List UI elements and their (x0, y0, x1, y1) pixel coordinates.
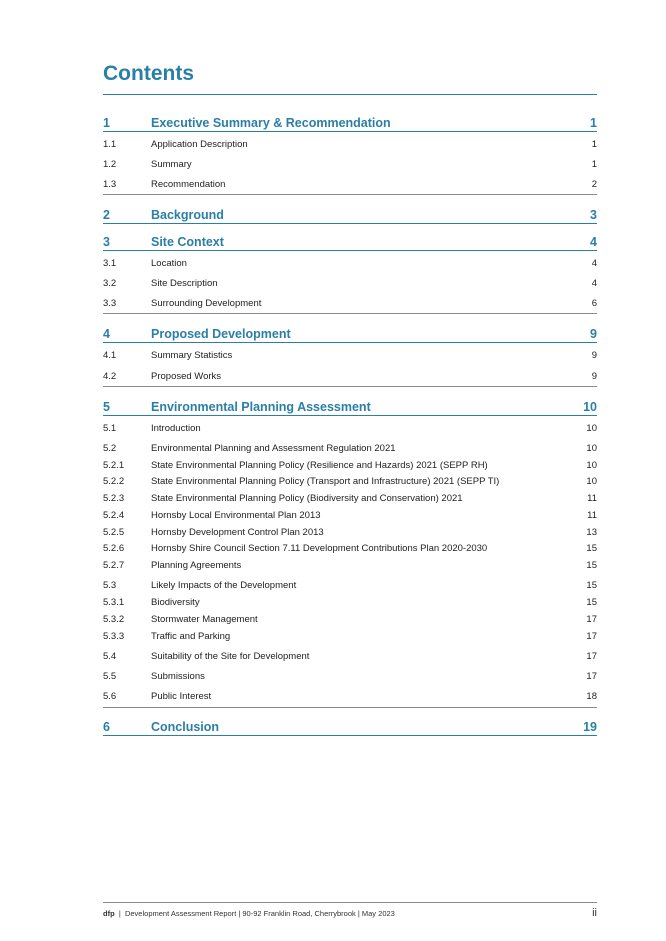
toc-page: 11 (587, 493, 597, 504)
toc-page: 1 (591, 139, 597, 150)
toc-subsection-row[interactable] (103, 371, 597, 382)
toc-subsection-row[interactable] (103, 671, 597, 682)
toc-num: 5.2.2 (103, 476, 125, 487)
toc-subsection-row[interactable] (103, 510, 597, 521)
toc-page: 10 (586, 443, 597, 454)
toc-num: 1.1 (103, 139, 117, 150)
toc-num: 5.2.6 (103, 543, 125, 554)
toc-label: Hornsby Local Environmental Plan 2013 (151, 510, 321, 521)
toc-subsection-row[interactable] (103, 298, 597, 309)
toc-label: Proposed Works (151, 371, 222, 382)
toc-label: Suitability of the Site for Development (151, 651, 310, 662)
toc-num: 5.4 (103, 651, 117, 662)
section-divider (103, 415, 597, 416)
toc-subsection-row[interactable] (103, 423, 597, 434)
toc-page: 15 (586, 560, 597, 571)
toc-num: 5.5 (103, 671, 117, 682)
toc-num: 6 (103, 720, 110, 734)
toc-label: Summary (151, 159, 192, 170)
toc-num: 3.2 (103, 278, 117, 289)
toc-num: 5.2.3 (103, 493, 125, 504)
group-divider (103, 707, 597, 708)
toc-label: Likely Impacts of the Development (151, 580, 297, 591)
toc-label: Stormwater Management (151, 614, 258, 625)
toc-subsection-row[interactable] (103, 350, 597, 361)
toc-num: 3.3 (103, 298, 117, 309)
toc-subsection-row[interactable] (103, 543, 597, 554)
toc-label: Site Description (151, 278, 218, 289)
title-divider (103, 94, 597, 95)
toc-page: 4 (591, 258, 597, 269)
toc-page: 6 (591, 298, 597, 309)
toc-subsection-row[interactable] (103, 159, 597, 170)
toc-subsection-row[interactable] (103, 493, 597, 504)
toc-page: 10 (586, 476, 597, 487)
toc-label: Application Description (151, 139, 248, 150)
toc-subsection-row[interactable] (103, 614, 597, 625)
toc-subsection-row[interactable] (103, 179, 597, 190)
toc-label: Recommendation (151, 179, 226, 190)
toc-subsection-row[interactable] (103, 527, 597, 538)
toc-num: 5.3.3 (103, 631, 125, 642)
toc-label: State Environmental Planning Policy (Biodiversity and Conservation) 2021 (151, 493, 463, 504)
toc-label: Hornsby Shire Council Section 7.11 Development Contributions Plan 2020-2030 (151, 543, 488, 554)
toc-page: 10 (586, 423, 597, 434)
toc-subsection-row[interactable] (103, 443, 597, 454)
toc-subsection-row[interactable] (103, 258, 597, 269)
toc-num: 5.3.2 (103, 614, 125, 625)
toc-num: 4.1 (103, 350, 117, 361)
toc-num: 2 (103, 208, 110, 222)
toc-section-row[interactable] (103, 116, 597, 130)
toc-page: 15 (586, 580, 597, 591)
section-divider (103, 250, 597, 251)
toc-num: 5.2.4 (103, 510, 125, 521)
toc-subsection-row[interactable] (103, 580, 597, 591)
toc-label: Planning Agreements (151, 560, 242, 571)
toc-subsection-row[interactable] (103, 651, 597, 662)
toc-num: 3 (103, 235, 110, 249)
toc-num: 4.2 (103, 371, 117, 382)
toc-page: 2 (591, 179, 597, 190)
toc-page: 15 (586, 543, 597, 554)
toc-page: 10 (586, 460, 597, 471)
toc-subsection-row[interactable] (103, 278, 597, 289)
group-divider (103, 313, 597, 314)
toc-num: 1 (103, 116, 110, 130)
toc-label: Conclusion (151, 720, 220, 734)
section-divider (103, 131, 597, 132)
toc-num: 5.6 (103, 691, 117, 702)
toc-page: 11 (587, 510, 597, 521)
group-divider (103, 194, 597, 195)
toc-num: 3.1 (103, 258, 117, 269)
footer-info: dfp | Development Assessment Report | 90-92 Franklin Road, Cherrybrook | May 2023 (103, 909, 395, 918)
footer-text: Development Assessment Report | 90-92 Franklin Road, Cherrybrook | May 2023 (124, 909, 395, 918)
toc-page: 10 (583, 400, 597, 414)
toc-label: State Environmental Planning Policy (Transport and Infrastructure) 2021 (SEPP TI) (151, 476, 500, 487)
footer-brand: dfp (103, 909, 115, 918)
toc-page: 19 (583, 720, 597, 734)
toc-subsection-row[interactable] (103, 597, 597, 608)
toc-subsection-row[interactable] (103, 631, 597, 642)
toc-page: 18 (586, 691, 597, 702)
toc-label: Traffic and Parking (151, 631, 231, 642)
toc-section-row[interactable] (103, 235, 597, 249)
toc-subsection-row[interactable] (103, 460, 597, 471)
toc-label: Summary Statistics (151, 350, 233, 361)
toc-page: 15 (586, 597, 597, 608)
toc-page: 17 (586, 671, 597, 682)
toc-num: 5.2 (103, 443, 117, 454)
section-divider (103, 342, 597, 343)
toc-subsection-row[interactable] (103, 139, 597, 150)
toc-page: 4 (591, 278, 597, 289)
toc-label: Executive Summary & Recommendation (151, 116, 391, 130)
toc-label: Submissions (151, 671, 205, 682)
toc-page: 13 (586, 527, 597, 538)
toc-num: 1.3 (103, 179, 117, 190)
toc-label: Hornsby Development Control Plan 2013 (151, 527, 324, 538)
toc-page: 9 (591, 371, 597, 382)
toc-num: 5.3.1 (103, 597, 125, 608)
toc-num: 5.1 (103, 423, 117, 434)
toc-num: 5.2.7 (103, 560, 125, 571)
page-footer (103, 907, 597, 919)
toc-num: 5.2.5 (103, 527, 125, 538)
toc-label: Background (151, 208, 224, 222)
footer-divider (103, 902, 597, 903)
group-divider (103, 386, 597, 387)
section-divider (103, 223, 597, 224)
toc-page: 9 (591, 350, 597, 361)
toc-page: 17 (586, 631, 597, 642)
toc-label: Location (151, 258, 187, 269)
toc-page: 9 (590, 327, 597, 341)
section-divider (103, 735, 597, 736)
footer-page-number: ii (592, 907, 597, 919)
toc-label: Surrounding Development (151, 298, 262, 309)
toc-label: Public Interest (151, 691, 212, 702)
toc-subsection-row[interactable] (103, 691, 597, 702)
toc-label: State Environmental Planning Policy (Resilience and Hazards) 2021 (SEPP RH) (151, 460, 488, 471)
toc-page: 17 (586, 614, 597, 625)
toc-subsection-row[interactable] (103, 560, 597, 571)
toc-num: 5.2.1 (103, 460, 125, 471)
toc-page: 3 (590, 208, 597, 222)
toc-label: Environmental Planning and Assessment Regulation 2021 (151, 443, 396, 454)
toc-page: 4 (590, 235, 597, 249)
toc-num: 4 (103, 327, 110, 341)
toc-page: 17 (586, 651, 597, 662)
toc-label: Introduction (151, 423, 201, 434)
toc-label: Site Context (151, 235, 224, 249)
toc-num: 1.2 (103, 159, 117, 170)
toc-section-row[interactable] (103, 208, 597, 222)
toc-label: Biodiversity (151, 597, 200, 608)
page-title: Contents (103, 62, 194, 85)
toc-section-row[interactable] (103, 400, 597, 414)
toc-subsection-row[interactable] (103, 476, 597, 487)
toc-label: Environmental Planning Assessment (151, 400, 371, 414)
toc-num: 5.3 (103, 580, 117, 591)
toc-num: 5 (103, 400, 110, 414)
toc-page: 1 (590, 116, 597, 130)
toc-label: Proposed Development (151, 327, 291, 341)
toc-section-row[interactable] (103, 327, 597, 341)
toc-section-row[interactable] (103, 720, 597, 734)
toc-page: 1 (591, 159, 597, 170)
